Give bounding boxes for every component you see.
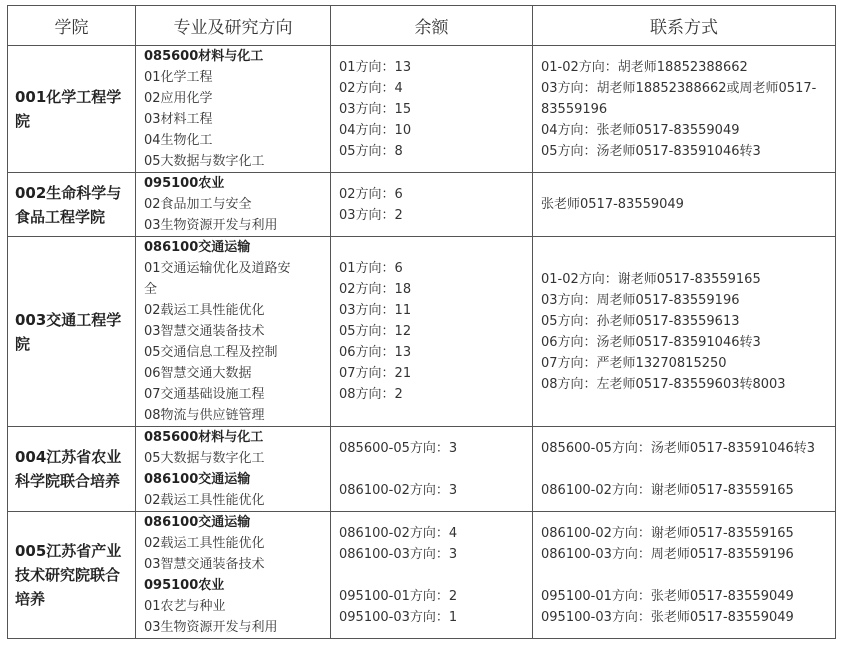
quota-item: 05方向：12 [339, 324, 412, 339]
college-name-line: 科学院联合培养 [15, 472, 121, 490]
table-row [8, 46, 836, 173]
college-cell [8, 237, 136, 427]
contact-item: 085600-05方向：汤老师0517-83591046转3 [541, 440, 816, 456]
college-name-line: 技术研究院联合 [15, 566, 121, 584]
header-quota: 余额 [331, 6, 533, 46]
contact-item: 06方向：汤老师0517-83591046转3 [541, 334, 761, 350]
quota-item: 06方向：13 [339, 345, 412, 360]
research-direction: 01化学工程 [144, 70, 213, 85]
quota-item: 05方向：8 [339, 143, 403, 159]
college-name-line: 院 [15, 112, 31, 130]
contact-item: 01-02方向：谢老师0517-83559165 [541, 271, 761, 287]
quota-item: 07方向：21 [339, 366, 412, 381]
table-row [8, 237, 836, 427]
research-direction: 03智慧交通装备技术 [144, 557, 265, 572]
contact-item: 张老师0517-83559049 [541, 197, 684, 212]
quota-item: 04方向：10 [339, 122, 412, 138]
research-direction: 03材料工程 [144, 112, 213, 127]
college-cell [8, 512, 136, 639]
major-cell [136, 237, 331, 427]
research-direction: 02食品加工与安全 [144, 197, 252, 212]
contact-item: 83559196 [541, 101, 608, 117]
research-direction: 03智慧交通装备技术 [144, 324, 265, 339]
quota-item: 086100-03方向：3 [339, 546, 458, 562]
contact-cell [533, 46, 836, 173]
table-row [8, 512, 836, 639]
research-direction: 03生物资源开发与利用 [144, 218, 278, 233]
contact-item: 095100-01方向：张老师0517-83559049 [541, 588, 794, 604]
college-name-line: 005江苏省产业 [15, 542, 122, 560]
contact-item: 08方向：左老师0517-83559603转8003 [541, 376, 786, 392]
contact-item: 03方向：胡老师18852388662或周老师0517- [541, 80, 817, 96]
major-code: 085600材料与化工 [144, 430, 264, 445]
contact-item: 04方向：张老师0517-83559049 [541, 122, 740, 138]
research-direction: 02应用化学 [144, 91, 213, 106]
contact-item [541, 459, 835, 480]
major-cell [136, 427, 331, 512]
table-row [8, 427, 836, 512]
research-direction: 全 [144, 282, 158, 297]
quota-item: 03方向：15 [339, 101, 412, 117]
major-cell [136, 512, 331, 639]
research-direction: 02载运工具性能优化 [144, 493, 265, 508]
college-cell [8, 427, 136, 512]
major-cell [136, 173, 331, 237]
college-name-line: 004江苏省农业 [15, 448, 122, 466]
college-name-line: 院 [15, 334, 31, 353]
contact-cell [533, 237, 836, 427]
quota-item: 08方向：2 [339, 387, 403, 402]
quota-item: 02方向：6 [339, 186, 403, 202]
quota-item: 02方向：18 [339, 282, 412, 297]
contact-cell [533, 427, 836, 512]
quota-item: 095100-01方向：2 [339, 588, 458, 604]
table-row [8, 173, 836, 237]
contact-item: 086100-02方向：谢老师0517-83559165 [541, 525, 794, 541]
contact-cell [533, 173, 836, 237]
research-direction: 04生物化工 [144, 133, 213, 148]
college-name-line: 食品工程学院 [15, 207, 106, 226]
research-direction: 01交通运输优化及道路安 [144, 261, 291, 276]
quota-cell [331, 427, 533, 512]
college-cell [8, 46, 136, 173]
quota-item: 01方向：6 [339, 261, 403, 276]
contact-item: 01-02方向：胡老师18852388662 [541, 59, 748, 75]
college-name-line: 002生命科学与 [15, 183, 122, 202]
quota-cell [331, 46, 533, 173]
quota-item: 086100-02方向：4 [339, 525, 458, 541]
research-direction: 07交通基础设施工程 [144, 387, 265, 402]
quota-item: 03方向：11 [339, 303, 412, 318]
quota-cell [331, 237, 533, 427]
college-name-line: 003交通工程学 [15, 310, 122, 329]
research-direction: 02载运工具性能优化 [144, 303, 265, 318]
contact-item: 05方向：孙老师0517-83559613 [541, 313, 740, 329]
major-code: 086100交通运输 [144, 240, 251, 255]
contact-item: 086100-03方向：周老师0517-83559196 [541, 546, 794, 562]
major-cell [136, 46, 331, 173]
header-contact: 联系方式 [533, 6, 836, 46]
contact-cell [533, 512, 836, 639]
quota-cell [331, 512, 533, 639]
quota-item: 02方向：4 [339, 80, 403, 96]
contact-item: 07方向：严老师13270815250 [541, 355, 727, 371]
college-name-line: 培养 [15, 590, 46, 608]
quota-item: 095100-03方向：1 [339, 609, 458, 625]
quota-cell [331, 173, 533, 237]
quota-item [339, 565, 532, 586]
major-code: 085600材料与化工 [144, 49, 264, 64]
major-code: 095100农业 [144, 578, 225, 593]
major-code: 095100农业 [144, 176, 225, 191]
quota-item: 01方向：13 [339, 59, 412, 75]
research-direction: 02载运工具性能优化 [144, 536, 265, 551]
major-code: 086100交通运输 [144, 472, 251, 487]
enrollment-table [7, 5, 836, 639]
research-direction: 01农艺与种业 [144, 599, 226, 614]
contact-item [541, 565, 835, 586]
contact-item: 086100-02方向：谢老师0517-83559165 [541, 482, 794, 498]
quota-item: 03方向：2 [339, 207, 403, 223]
quota-item: 085600-05方向：3 [339, 440, 458, 456]
contact-item: 095100-03方向：张老师0517-83559049 [541, 609, 794, 625]
research-direction: 05交通信息工程及控制 [144, 345, 278, 360]
header-row [8, 6, 836, 46]
research-direction: 03生物资源开发与利用 [144, 620, 278, 635]
contact-item: 05方向：汤老师0517-83591046转3 [541, 143, 761, 159]
header-college: 学院 [8, 6, 136, 46]
research-direction: 05大数据与数字化工 [144, 451, 265, 466]
college-name-line: 001化学工程学 [15, 88, 122, 106]
college-cell [8, 173, 136, 237]
contact-item: 03方向：周老师0517-83559196 [541, 292, 740, 308]
quota-item: 086100-02方向：3 [339, 482, 458, 498]
research-direction: 06智慧交通大数据 [144, 366, 252, 381]
quota-item [339, 459, 532, 480]
major-code: 086100交通运输 [144, 515, 251, 530]
research-direction: 08物流与供应链管理 [144, 408, 265, 423]
header-major: 专业及研究方向 [136, 6, 331, 46]
research-direction: 05大数据与数字化工 [144, 154, 265, 169]
